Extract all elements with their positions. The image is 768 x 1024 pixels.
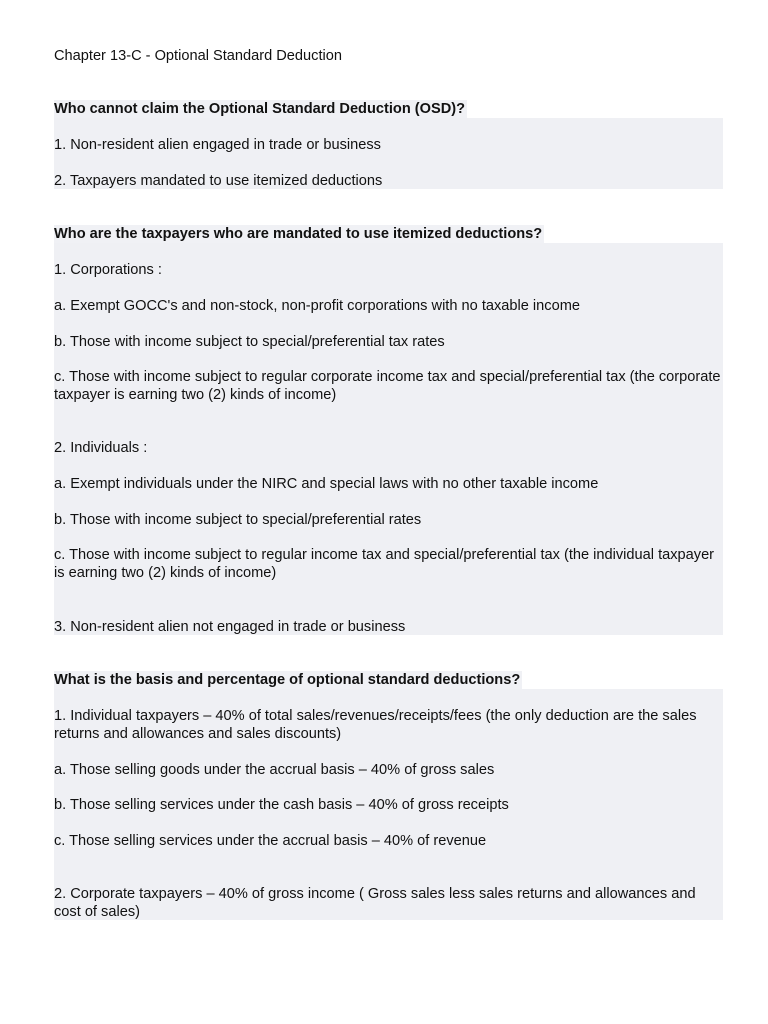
list-item: b. Those with income subject to special/preferential tax rates [54, 334, 445, 350]
document-title: Chapter 13-C - Optional Standard Deduction [54, 48, 342, 64]
list-item: 2. Corporate taxpayers – 40% of gross income ( Gross sales less sales returns and allowances and cost of sales) [54, 886, 696, 920]
list-item: a. Exempt individuals under the NIRC and special laws with no other taxable income [54, 476, 599, 492]
list-item: c. Those with income subject to regular income tax and special/preferential tax (the individual taxpayer is earning two (2) kinds of income) [54, 547, 715, 581]
list-item: a. Those selling goods under the accrual basis – 40% of gross sales [54, 762, 495, 778]
section-question: What is the basis and percentage of optional standard deductions? [54, 672, 521, 688]
list-item: a. Exempt GOCC's and non-stock, non-profit corporations with no taxable income [54, 298, 580, 314]
list-item: c. Those with income subject to regular corporate income tax and special/preferential tax (the corporate taxpayer is earning two (2) kinds of income) [54, 369, 721, 403]
list-item: 1. Individual taxpayers – 40% of total sales/revenues/receipts/fees (the only deduction are the sales returns and allowances and sales discounts) [54, 708, 697, 742]
list-item: b. Those with income subject to special/preferential rates [54, 512, 422, 528]
list-item: 1. Non-resident alien engaged in trade or business [54, 137, 381, 153]
list-item: 3. Non-resident alien not engaged in trade or business [54, 619, 406, 635]
list-item: b. Those selling services under the cash basis – 40% of gross receipts [54, 797, 509, 813]
section-question: Who cannot claim the Optional Standard Deduction (OSD)? [54, 101, 466, 117]
list-item: 2. Taxpayers mandated to use itemized deductions [54, 173, 383, 189]
section-question: Who are the taxpayers who are mandated to use itemized deductions? [54, 226, 543, 242]
section-answer-block [54, 243, 723, 635]
list-item: c. Those selling services under the accrual basis – 40% of revenue [54, 833, 487, 849]
section-answer-block [54, 689, 723, 920]
list-item: 2. Individuals : [54, 440, 148, 456]
section-answer-block [54, 118, 723, 189]
list-item: 1. Corporations : [54, 262, 162, 278]
